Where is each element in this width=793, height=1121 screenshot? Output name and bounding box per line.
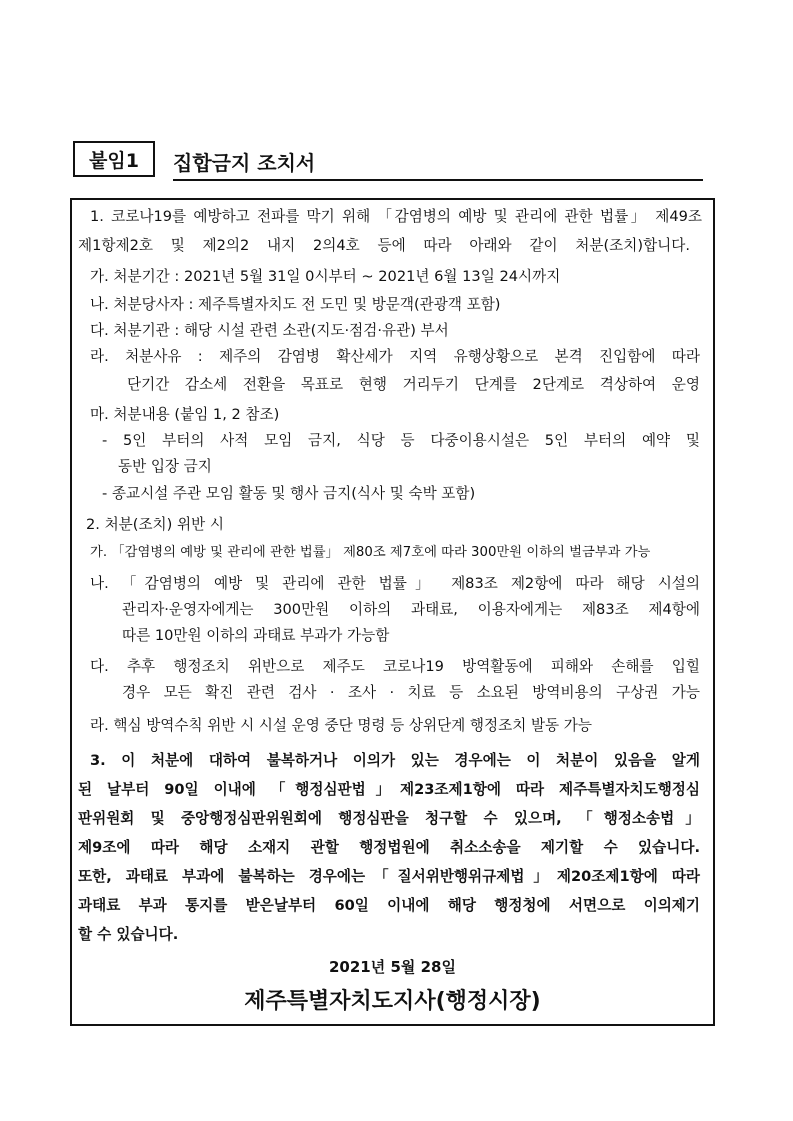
attachment-header <box>73 141 703 183</box>
section2-heading: 2. 처분(조치) 위반 시 <box>86 516 224 533</box>
attachment-label: 붙임1 <box>73 141 155 177</box>
section2-item-fine: 가. 「감염병의 예방 및 관리에 관한 법률」 제80조 제7호에 따라 300만원 이하의 벌금부과 가능 <box>90 545 651 560</box>
section1-intro-line2: 제1항제2호 및 제2의2 내지 2의4호 등에 따라 아래와 같이 처분(조치)합니다. <box>78 237 690 254</box>
section1-bullet1-line2: 동반 입장 금지 <box>118 458 212 475</box>
section1-intro-line1: 1. 코로나19를 예방하고 전파를 막기 위해 「감염병의 예방 및 관리에 관한 법률」 제49조 <box>90 208 702 225</box>
section2-item-penalty-line1: 나. 「감염병의 예방 및 관리에 관한 법률」 제83조 제2항에 따라 해당 시설의 <box>90 575 700 592</box>
section1-item-agency: 다. 처분기관 : 해당 시설 관련 소관(지도·점검·유관) 부서 <box>90 322 449 339</box>
issue-date: 2021년 5월 28일 <box>329 958 456 976</box>
section1-item-party: 나. 처분당사자 : 제주특별자치도 전 도민 및 방문객(관광객 포함) <box>90 296 501 313</box>
section2-item-indemnity-line2: 경우 모든 확진 관련 검사 · 조사 · 치료 등 소요된 방역비용의 구상권 가능 <box>122 684 700 701</box>
section3-line5: 또한, 과태료 부과에 불복하는 경우에는「질서위반행위규제법」제20조제1항에 따라 <box>78 868 700 885</box>
section1-bullet1-line1: - 5인 부터의 사적 모임 금지, 식당 등 다중이용시설은 5인 부터의 예약 및 <box>102 432 700 449</box>
section1-item-content: 마. 처분내용 (붙임 1, 2 참조) <box>90 406 280 423</box>
order-document-box <box>70 198 715 1026</box>
section2-item-penalty-line2: 관리자·운영자에게는 300만원 이하의 과태료, 이용자에게는 제83조 제4항에 <box>122 601 700 618</box>
section2-item-penalty-line3: 따른 10만원 이하의 과태료 부과가 가능함 <box>122 627 390 644</box>
signer-name: 제주특별자치도지사(행정시장) <box>244 989 541 1014</box>
section2-item-suspension: 라. 핵심 방역수칙 위반 시 시설 운영 중단 명령 등 상위단계 행정조치 발동 가능 <box>90 717 592 734</box>
title-underline <box>173 179 703 181</box>
page-title: 집합금지 조치서 <box>173 151 316 175</box>
section1-item-reason-line1: 라. 처분사유 : 제주의 감염병 확산세가 지역 유행상황으로 본격 진입함에 따라 <box>90 348 700 365</box>
section1-bullet2: - 종교시설 주관 모임 활동 및 행사 금지(식사 및 숙박 포함) <box>102 485 476 502</box>
section3-line2: 된 날부터 90일 이내에 「행정심판법」제23조제1항에 따라 제주특별자치도행정심 <box>78 781 700 798</box>
section3-line1: 3. 이 처분에 대하여 불복하거나 이의가 있는 경우에는 이 처분이 있음을 알게 <box>90 752 700 769</box>
section3-line7: 할 수 있습니다. <box>78 926 179 943</box>
section1-item-reason-line2: 단기간 감소세 전환을 목표로 현행 거리두기 단계를 2단계로 격상하여 운영 <box>127 376 700 393</box>
section1-item-period: 가. 처분기간 : 2021년 5월 31일 0시부터 ~ 2021년 6월 13일 24시까지 <box>90 268 561 285</box>
section2-item-indemnity-line1: 다. 추후 행정조치 위반으로 제주도 코로나19 방역활동에 피해와 손해를 입힐 <box>90 658 700 675</box>
section3-line4: 제9조에 따라 해당 소재지 관할 행정법원에 취소소송을 제기할 수 있습니다. <box>78 839 700 856</box>
section3-line6: 과태료 부과 통지를 받은날부터 60일 이내에 해당 행정청에 서면으로 이의제기 <box>78 897 700 914</box>
section3-line3: 판위원회 및 중앙행정심판위원회에 행정심판을 청구할 수 있으며, 「행정소송법」 <box>78 810 700 827</box>
